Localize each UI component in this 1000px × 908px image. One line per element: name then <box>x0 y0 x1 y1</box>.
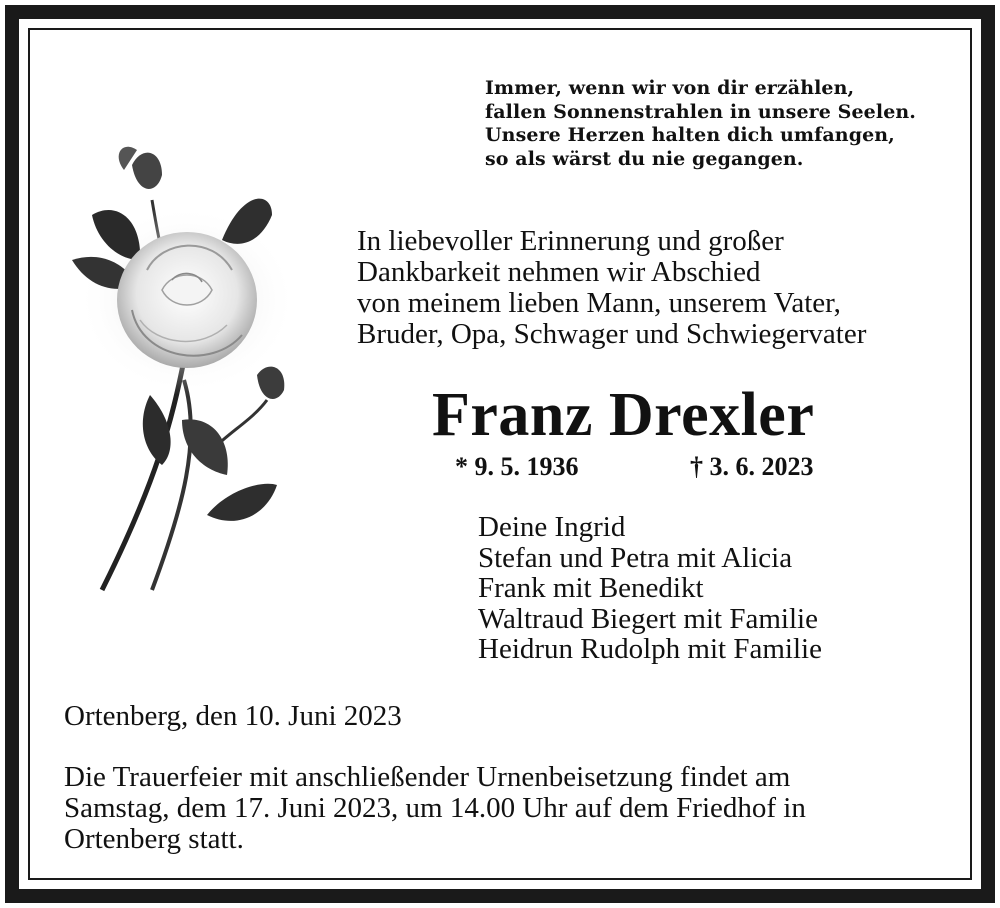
signer: Stefan und Petra mit Alicia <box>478 541 793 574</box>
rose-icon <box>62 120 332 600</box>
signer: Waltraud Biegert mit Familie <box>478 602 818 635</box>
notice-line: Samstag, dem 17. Juni 2023, um 14.00 Uhr auf dem Friedhof in <box>64 792 806 824</box>
notice-line: Ortenberg statt. <box>64 823 244 855</box>
deceased-name: Franz Drexler <box>432 381 815 449</box>
intro-line: In liebevoller Erinnerung und großer <box>357 225 784 257</box>
notice-line: Die Trauerfeier mit anschließender Urnenbeisetzung findet am <box>64 761 791 793</box>
signers-list <box>478 512 822 665</box>
intro-line: Dankbarkeit nehmen wir Abschied <box>357 256 761 288</box>
intro-line: Bruder, Opa, Schwager und Schwiegervater <box>357 318 867 350</box>
intro-text <box>357 226 866 350</box>
poem-line: Immer, wenn wir von dir erzählen, <box>485 77 855 99</box>
signer: Frank mit Benedikt <box>478 572 704 604</box>
funeral-notice <box>64 762 806 855</box>
poem-line: fallen Sonnenstrahlen in unsere Seelen. <box>485 100 917 123</box>
poem-line: Unsere Herzen halten dich umfangen, <box>485 124 895 146</box>
signer: Deine Ingrid <box>478 511 626 543</box>
place-date: Ortenberg, den 10. Juni 2023 <box>64 700 402 732</box>
signer: Heidrun Rudolph mit Familie <box>478 633 822 665</box>
intro-line: von meinem lieben Mann, unserem Vater, <box>357 287 841 319</box>
poem <box>485 77 916 171</box>
poem-line: so als wärst du nie gegangen. <box>485 147 804 170</box>
death-date: † 3. 6. 2023 <box>690 452 814 481</box>
birth-date: * 9. 5. 1936 <box>455 452 579 481</box>
